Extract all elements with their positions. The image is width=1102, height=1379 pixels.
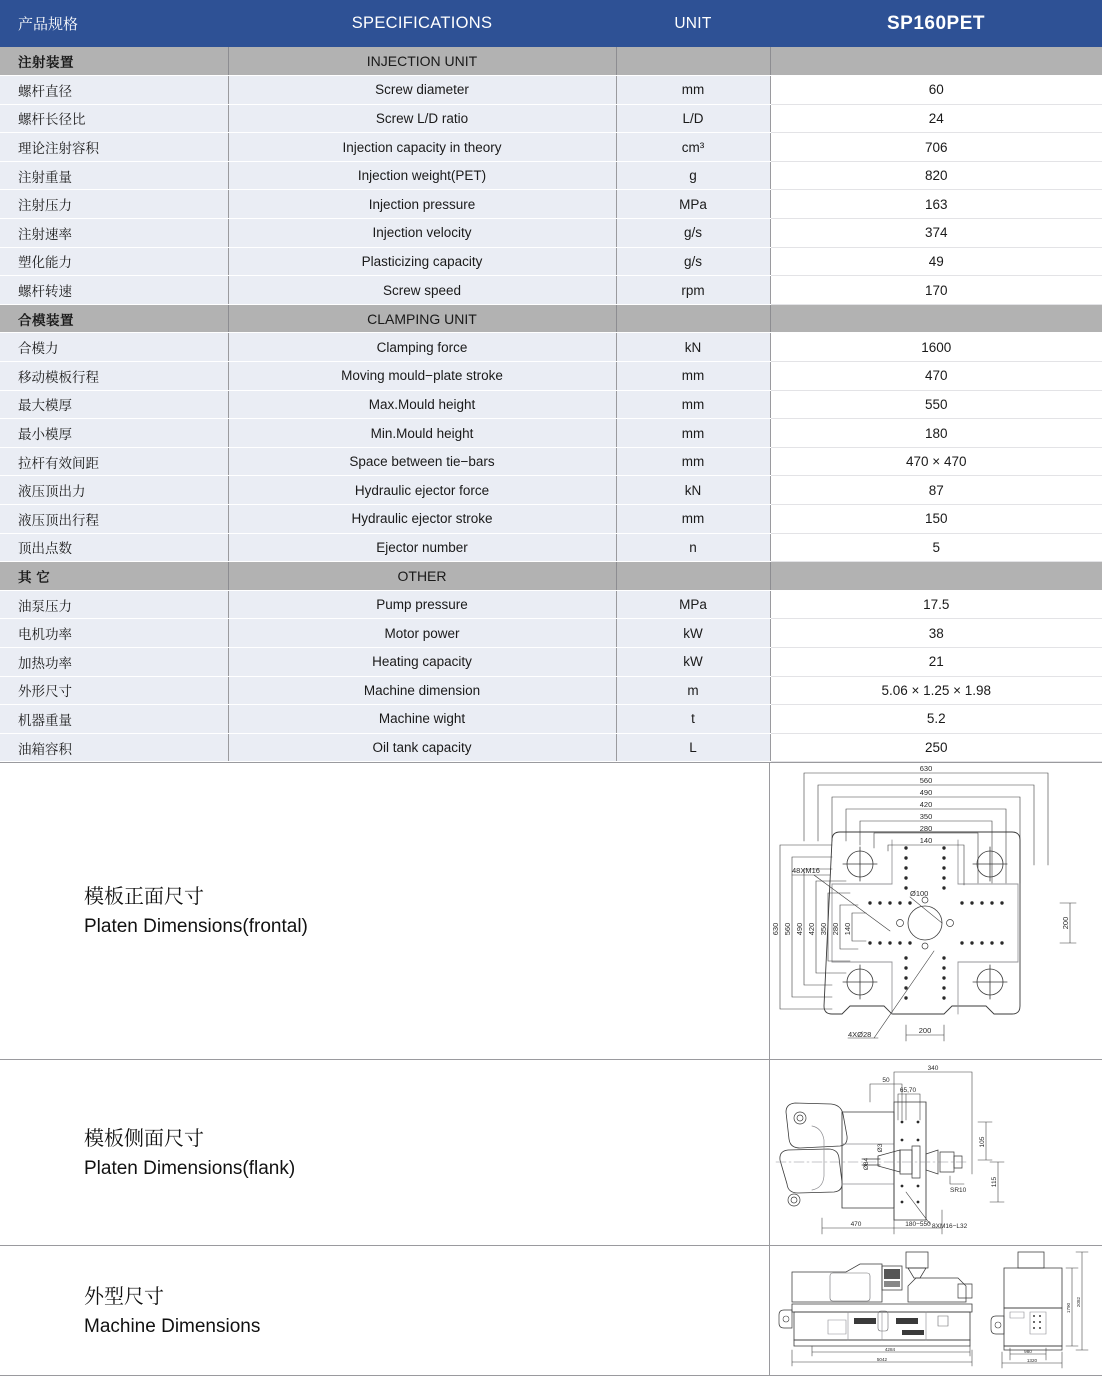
svg-text:420: 420 [807,923,816,936]
svg-text:560: 560 [919,776,933,786]
spec-value: 49 [770,247,1102,276]
spec-name-en: Motor power [228,619,616,648]
svg-text:65,70: 65,70 [899,1087,917,1095]
spec-row [0,590,1102,619]
section-name-en: CLAMPING UNIT [228,304,616,333]
svg-text:140: 140 [843,923,852,936]
spec-row [0,390,1102,419]
spec-row [0,362,1102,391]
spec-unit: kN [616,333,770,362]
spec-unit: n [616,533,770,562]
diagram-title-zh: 外型尺寸 [84,1285,164,1308]
spec-unit: m [616,676,770,705]
spec-value: 38 [770,619,1102,648]
svg-text:Ø3: Ø3 [877,1144,884,1153]
spec-row [0,104,1102,133]
section-name-en: INJECTION UNIT [228,47,616,76]
spec-name-zh: 螺杆转速 [0,276,228,305]
spec-name-en: Heating capacity [228,647,616,676]
spec-name-en: Injection pressure [228,190,616,219]
spec-unit: MPa [616,590,770,619]
spec-name-zh: 理论注射容积 [0,133,228,162]
spec-name-en: Moving mould−plate stroke [228,362,616,391]
spec-unit: mm [616,76,770,105]
section-header-row [0,304,1102,333]
spec-name-zh: 螺杆长径比 [0,104,228,133]
svg-text:420: 420 [919,800,933,810]
svg-text:1320: 1320 [1026,1358,1038,1364]
spec-name-en: Space between tie−bars [228,447,616,476]
spec-name-zh: 最小模厚 [0,419,228,448]
diagram-title-zh: 模板正面尺寸 [84,886,204,909]
table-header [0,0,1102,47]
diagram-row-platen-flank [0,1060,1102,1246]
spec-name-zh: 注射压力 [0,190,228,219]
spec-name-zh: 顶出点数 [0,533,228,562]
spec-row [0,505,1102,534]
spec-name-en: Screw L/D ratio [228,104,616,133]
spec-name-en: Oil tank capacity [228,733,616,762]
spec-value: 60 [770,76,1102,105]
specifications-table [0,47,1102,762]
spec-name-en: Hydraulic ejector stroke [228,505,616,534]
spec-name-en: Machine wight [228,705,616,734]
spec-value: 180 [770,419,1102,448]
spec-value: 374 [770,219,1102,248]
diagram-figure-machine-dimensions [770,1246,1102,1375]
spec-value: 5.2 [770,705,1102,734]
platen-frontal-drawing [770,763,1102,1059]
spec-name-en: Max.Mould height [228,390,616,419]
spec-row [0,76,1102,105]
spec-name-en: Ejector number [228,533,616,562]
diagram-title-en: Platen Dimensions(flank) [84,1157,296,1179]
diagram-figure-platen-flank [770,1060,1102,1245]
spec-value: 470 [770,362,1102,391]
spec-unit: mm [616,505,770,534]
svg-text:180−550: 180−550 [905,1221,931,1229]
spec-name-en: Clamping force [228,333,616,362]
spec-name-zh: 注射速率 [0,219,228,248]
diagram-label-machine-dimensions [0,1246,770,1375]
section-header-row [0,562,1102,591]
svg-text:470: 470 [850,1221,862,1229]
section-name-en: OTHER [228,562,616,591]
diagram-row-platen-frontal [0,763,1102,1060]
spec-name-zh: 外形尺寸 [0,676,228,705]
svg-text:280: 280 [919,824,933,834]
spec-unit: L/D [616,104,770,133]
diagram-title-zh: 模板侧面尺寸 [84,1127,204,1150]
spec-value: 170 [770,276,1102,305]
spec-value: 5.06 × 1.25 × 1.98 [770,676,1102,705]
spec-unit: rpm [616,276,770,305]
svg-text:280: 280 [831,923,840,936]
spec-name-zh: 最大模厚 [0,390,228,419]
spec-row [0,705,1102,734]
spec-name-zh: 塑化能力 [0,247,228,276]
svg-text:1790: 1790 [1066,1303,1071,1314]
svg-text:340: 340 [927,1065,939,1073]
spec-unit: g/s [616,247,770,276]
spec-unit: g/s [616,219,770,248]
diagram-section [0,762,1102,1376]
spec-value: 24 [770,104,1102,133]
spec-row [0,247,1102,276]
spec-value: 150 [770,505,1102,534]
spec-value: 820 [770,161,1102,190]
spec-value: 5 [770,533,1102,562]
machine-dimensions-drawing [770,1246,1102,1375]
spec-value [770,562,1102,591]
spec-name-zh: 加热功率 [0,647,228,676]
spec-value [770,304,1102,333]
spec-unit [616,304,770,333]
spec-row [0,733,1102,762]
spec-unit: mm [616,362,770,391]
spec-unit [616,47,770,76]
spec-value: 250 [770,733,1102,762]
header-product-spec: 产品规格 [18,16,79,33]
svg-text:200: 200 [1061,917,1070,930]
svg-text:350: 350 [819,923,828,936]
spec-row [0,161,1102,190]
spec-row [0,533,1102,562]
spec-value: 87 [770,476,1102,505]
svg-text:4284: 4284 [884,1347,896,1353]
diagram-figure-platen-frontal [770,763,1102,1059]
svg-text:SR10: SR10 [950,1187,967,1195]
spec-unit: MPa [616,190,770,219]
spec-unit: mm [616,447,770,476]
spec-row [0,647,1102,676]
svg-text:980: 980 [1024,1349,1032,1355]
svg-text:115: 115 [991,1177,998,1188]
spec-name-en: Min.Mould height [228,419,616,448]
section-name-zh: 注射装置 [0,47,228,76]
svg-text:490: 490 [919,788,933,798]
spec-value: 550 [770,390,1102,419]
spec-name-zh: 油箱容积 [0,733,228,762]
header-unit: UNIT [674,14,712,32]
spec-name-en: Plasticizing capacity [228,247,616,276]
section-name-zh: 合模装置 [0,304,228,333]
header-specifications: SPECIFICATIONS [351,14,493,32]
spec-name-en: Machine dimension [228,676,616,705]
svg-text:630: 630 [771,923,780,936]
diagram-title-en: Machine Dimensions [84,1315,261,1337]
spec-row [0,133,1102,162]
spec-row [0,447,1102,476]
spec-unit: L [616,733,770,762]
svg-text:50: 50 [882,1077,890,1085]
svg-text:48XM16: 48XM16 [792,866,820,876]
svg-text:4XØ28: 4XØ28 [848,1030,872,1040]
spec-unit: cm³ [616,133,770,162]
svg-text:560: 560 [783,923,792,936]
spec-name-zh: 液压顶出力 [0,476,228,505]
svg-text:Ø84: Ø84 [863,1158,870,1171]
spec-row [0,219,1102,248]
svg-text:Ø100: Ø100 [910,889,929,899]
svg-text:200: 200 [918,1026,932,1036]
spec-name-en: Injection velocity [228,219,616,248]
diagram-title-en: Platen Dimensions(frontal) [84,916,308,938]
spec-unit: kW [616,647,770,676]
spec-name-en: Hydraulic ejector force [228,476,616,505]
spec-name-en: Pump pressure [228,590,616,619]
spec-name-zh: 螺杆直径 [0,76,228,105]
spec-unit: g [616,161,770,190]
spec-row [0,419,1102,448]
spec-unit: mm [616,419,770,448]
svg-text:105: 105 [979,1136,986,1148]
spec-unit: t [616,705,770,734]
spec-value: 1600 [770,333,1102,362]
section-name-zh: 其 它 [0,562,228,591]
svg-text:140: 140 [919,836,933,846]
spec-unit: kW [616,619,770,648]
spec-name-en: Screw speed [228,276,616,305]
spec-unit: mm [616,390,770,419]
spec-value: 21 [770,647,1102,676]
spec-name-zh: 电机功率 [0,619,228,648]
spec-unit [616,562,770,591]
diagram-row-machine-dimensions [0,1246,1102,1376]
spec-name-zh: 合模力 [0,333,228,362]
spec-row [0,276,1102,305]
spec-value [770,47,1102,76]
spec-row [0,190,1102,219]
svg-text:490: 490 [795,923,804,936]
spec-row [0,333,1102,362]
spec-name-zh: 拉杆有效间距 [0,447,228,476]
spec-unit: kN [616,476,770,505]
platen-flank-drawing [770,1060,1102,1245]
svg-text:8XM16−L32: 8XM16−L32 [932,1223,968,1231]
svg-text:350: 350 [919,812,933,822]
specifications-body [0,47,1102,762]
spec-name-zh: 液压顶出行程 [0,505,228,534]
section-header-row [0,47,1102,76]
spec-name-zh: 机器重量 [0,705,228,734]
diagram-label-platen-flank [0,1060,770,1245]
spec-name-en: Injection capacity in theory [228,133,616,162]
spec-name-en: Injection weight(PET) [228,161,616,190]
diagram-label-platen-frontal [0,763,770,1059]
header-model: SP160PET [887,12,985,34]
svg-text:5042: 5042 [876,1357,888,1363]
spec-value: 706 [770,133,1102,162]
spec-name-zh: 注射重量 [0,161,228,190]
spec-row [0,476,1102,505]
spec-row [0,676,1102,705]
spec-name-en: Screw diameter [228,76,616,105]
svg-text:2082: 2082 [1076,1297,1081,1308]
spec-value: 470 × 470 [770,447,1102,476]
spec-value: 17.5 [770,590,1102,619]
spec-row [0,619,1102,648]
spec-name-zh: 移动模板行程 [0,362,228,391]
spec-value: 163 [770,190,1102,219]
svg-text:630: 630 [919,764,933,774]
spec-name-zh: 油泵压力 [0,590,228,619]
